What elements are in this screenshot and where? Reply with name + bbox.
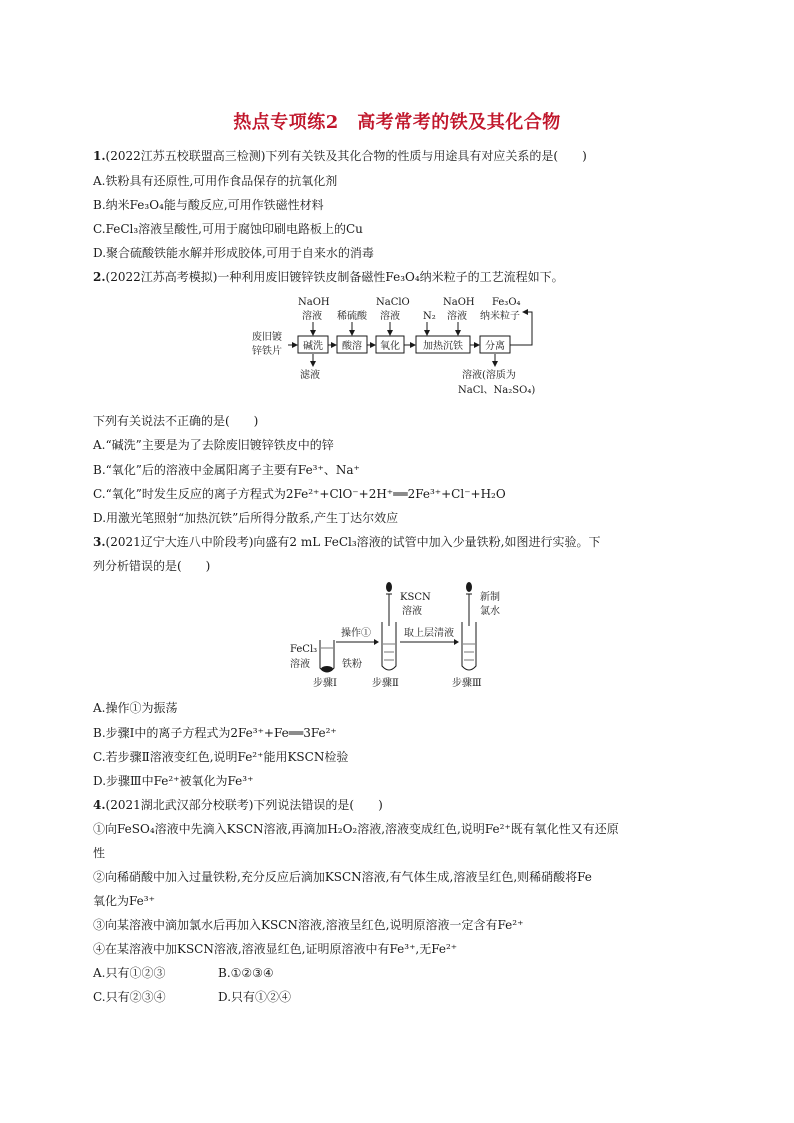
q2-option-a: A.“碱洗”主要是为了去除废旧镀锌铁皮中的锌 <box>93 438 334 452</box>
fig-operation-1: 操作① <box>341 628 371 639</box>
q1-stem-text: (2022江苏五校联盟高三检测)下列有关铁及其化合物的性质与用途具有对应关系的是( ) <box>105 149 587 163</box>
fig-iron-powder: 铁粉 <box>342 659 362 670</box>
flow-product-1: Fe₃O₄ <box>492 297 521 308</box>
q4-stem-text: (2021湖北武汉部分校联考)下列说法错误的是( ) <box>105 798 383 812</box>
flow-box-oxidize: 氧化 <box>380 341 400 352</box>
fig-step-2: 步骤Ⅱ <box>372 678 399 689</box>
q1-option-b: B.纳米Fe₃O₄能与酸反应,可用作铁磁性材料 <box>93 198 324 212</box>
flow-box-acid-dissolve: 酸溶 <box>342 341 362 352</box>
q4-stem <box>93 797 383 813</box>
fig-chlorine-1: 新制 <box>480 592 500 603</box>
q2-stem <box>93 269 564 285</box>
q3-stem-line-2: 列分析错误的是( ) <box>93 559 211 573</box>
fig-fecl3-1: FeCl₃ <box>290 644 318 655</box>
fig-kscn-2: 溶液 <box>402 606 422 617</box>
fig-kscn-1: KSCN <box>400 592 431 603</box>
q2-option-d: D.用激光笔照射“加热沉铁”后所得分散系,产生丁达尔效应 <box>93 511 399 525</box>
q4-number: 4. <box>93 798 106 812</box>
q3-option-a: A.操作①为振荡 <box>93 701 178 715</box>
q4-item-4: ④在某溶液中加KSCN溶液,溶液显红色,证明原溶液中有Fe³⁺,无Fe²⁺ <box>93 942 458 956</box>
q4-item-2-cont: 氧化为Fe³⁺ <box>93 894 155 908</box>
q1-option-c: C.FeCl₃溶液呈酸性,可用于腐蚀印刷电路板上的Cu <box>93 222 363 236</box>
flow-box-separate: 分离 <box>485 341 505 352</box>
flow-product-2: 纳米粒子 <box>480 311 520 322</box>
q2-ask: 下列有关说法不正确的是( ) <box>93 414 259 428</box>
flow-filtrate: 滤液 <box>300 370 320 381</box>
q3-number: 3. <box>93 535 106 549</box>
q4-option-d: D.只有①②④ <box>218 990 292 1004</box>
flow-reagent-naclo: NaClO <box>376 297 410 308</box>
q1-number: 1. <box>93 149 106 163</box>
q3-option-b: B.步骤Ⅰ中的离子方程式为2Fe³⁺+Fe══3Fe²⁺ <box>93 726 337 740</box>
q4-option-a: A.只有①②③ <box>93 966 166 980</box>
fig-step-3: 步骤Ⅲ <box>452 678 482 689</box>
q2-flowchart <box>240 292 560 400</box>
q2-number: 2. <box>93 270 106 284</box>
flow-reagent-naoh-1b: 溶液 <box>302 311 322 322</box>
fig-fecl3-2: 溶液 <box>290 659 310 670</box>
q3-stem-text-1: (2021辽宁大连八中阶段考)向盛有2 mL FeCl₃溶液的试管中加入少量铁粉,如图进行实验。下 <box>105 535 601 549</box>
q1-stem <box>93 148 587 164</box>
q4-item-3: ③向某溶液中滴加氯水后再加入KSCN溶液,溶液呈红色,说明原溶液一定含有Fe²⁺ <box>93 918 524 932</box>
q4-option-b: B.①②③④ <box>218 966 274 980</box>
q2-option-b: B.“氧化”后的溶液中金属阳离子主要有Fe³⁺、Na⁺ <box>93 463 360 477</box>
q4-item-1: ①向FeSO₄溶液中先滴入KSCN溶液,再滴加H₂O₂溶液,溶液变成红色,说明Fe²⁺既有氧化性又有还原 <box>93 822 619 836</box>
q1-option-a: A.铁粉具有还原性,可用作食品保存的抗氧化剂 <box>93 174 338 188</box>
q2-option-c: C.“氧化”时发生反应的离子方程式为2Fe²⁺+ClO⁻+2H⁺══2Fe³⁺+Cl⁻+H₂O <box>93 487 506 501</box>
flow-solution-1: 溶液(溶质为 <box>462 370 516 381</box>
q3-stem-line-1 <box>93 534 600 550</box>
page-title: 热点专项练2 高考常考的铁及其化合物 <box>233 112 561 133</box>
fig-operation-2: 取上层清液 <box>404 628 454 639</box>
flow-reagent-naoh-1: NaOH <box>298 297 330 308</box>
q2-stem-text: (2022江苏高考模拟)一种利用废旧镀锌铁皮制备磁性Fe₃O₄纳米粒子的工艺流程如下。 <box>105 270 564 284</box>
q3-experiment-figure <box>280 580 520 690</box>
q4-option-c: C.只有②③④ <box>93 990 166 1004</box>
flow-reagent-naoh-2b: 溶液 <box>447 311 467 322</box>
q3-option-d: D.步骤Ⅲ中Fe²⁺被氧化为Fe³⁺ <box>93 774 254 788</box>
flow-reagent-acid: 稀硫酸 <box>337 311 367 322</box>
q4-item-1-cont: 性 <box>93 846 106 860</box>
fig-chlorine-2: 氯水 <box>480 606 500 617</box>
flow-start-label-1: 废旧镀 <box>252 332 282 343</box>
flow-solution-2: NaCl、Na₂SO₄) <box>458 385 536 396</box>
flow-reagent-naclo-b: 溶液 <box>380 311 400 322</box>
flow-start-label-2: 锌铁片 <box>252 346 282 357</box>
flow-reagent-naoh-2: NaOH <box>443 297 475 308</box>
flow-box-alkali-wash: 碱洗 <box>303 341 323 352</box>
q3-option-c: C.若步骤Ⅱ溶液变红色,说明Fe²⁺能用KSCN检验 <box>93 750 349 764</box>
q4-item-2: ②向稀硝酸中加入过量铁粉,充分反应后滴加KSCN溶液,有气体生成,溶液呈红色,则稀硝酸将Fe <box>93 870 592 884</box>
flow-reagent-n2: N₂ <box>423 311 436 322</box>
flow-box-heat-precipitate: 加热沉铁 <box>423 341 463 352</box>
fig-step-1: 步骤Ⅰ <box>313 678 337 689</box>
q1-option-d: D.聚合硫酸铁能水解并形成胶体,可用于自来水的消毒 <box>93 246 374 260</box>
